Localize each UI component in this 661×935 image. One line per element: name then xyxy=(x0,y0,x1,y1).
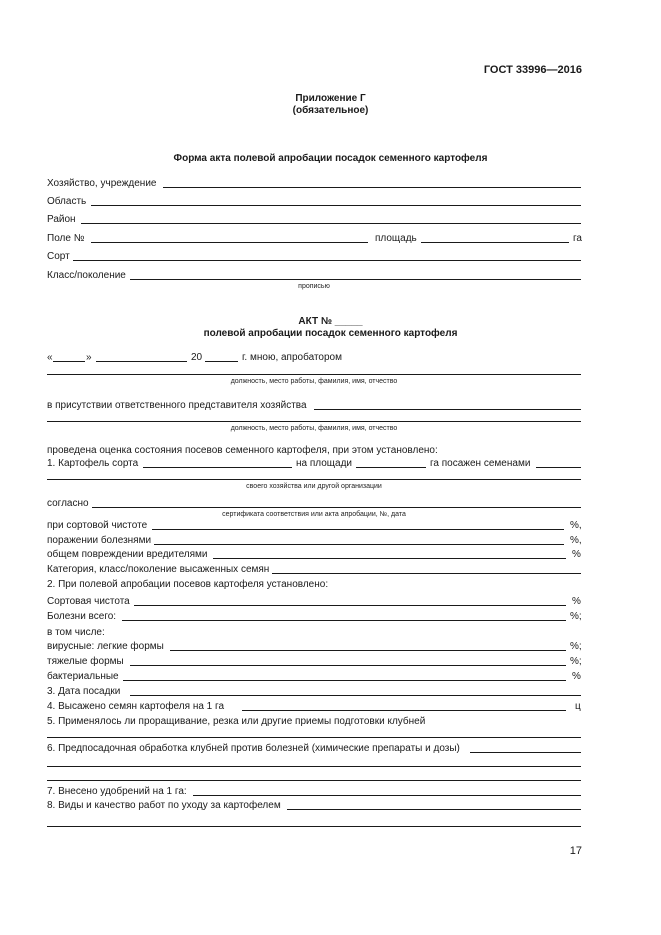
pests-label: общем повреждении вредителями xyxy=(47,549,208,560)
act-subtitle: полевой апробации посадок семенного картофеля xyxy=(203,328,458,339)
field-no-line xyxy=(91,242,368,243)
pests-line xyxy=(213,558,566,559)
representative-line xyxy=(47,421,581,422)
viral-light-unit: %; xyxy=(570,641,582,652)
diseases-total-label: Болезни всего: xyxy=(47,611,117,622)
item8-label: 8. Виды и качество работ по уходу за картофелем xyxy=(47,800,281,811)
variety-purity-unit: % xyxy=(572,596,581,607)
month-line xyxy=(96,361,187,362)
variety-label: Сорт xyxy=(47,251,70,262)
item1-seeds-line xyxy=(536,467,581,468)
inspector-caption: должность, место работы, фамилия, имя, отчество xyxy=(230,378,398,385)
disease-unit: %, xyxy=(570,535,582,546)
item4-label: 4. Высажено семян картофеля на 1 га xyxy=(47,701,225,712)
class-caption: прописью xyxy=(298,283,330,290)
purity-unit: %, xyxy=(570,520,582,531)
inspector-line xyxy=(47,374,581,375)
according-line xyxy=(92,507,581,508)
including-label: в том числе: xyxy=(47,627,105,638)
item1-seeds: га посажен семенами xyxy=(430,458,531,469)
field-no-label: Поле № xyxy=(47,233,85,244)
appendix-title: Приложение Г xyxy=(295,93,366,104)
item5-label: 5. Применялось ли проращивание, резка или другие приемы подготовки клубней xyxy=(47,716,426,727)
by-me-text: г. мною, апробатором xyxy=(242,352,342,363)
origin-line xyxy=(47,479,581,480)
viral-light-label: вирусные: легкие формы xyxy=(47,641,164,652)
according-label: согласно xyxy=(47,498,89,509)
item6-label: 6. Предпосадочная обработка клубней против болезней (химические препараты и дозы) xyxy=(47,743,460,754)
day-line xyxy=(53,361,85,362)
variety-purity-line xyxy=(134,605,566,606)
appendix-note: (обязательное) xyxy=(292,105,369,116)
standard-number: ГОСТ 33996—2016 xyxy=(483,64,582,76)
act-title: АКТ № _____ xyxy=(298,316,363,327)
farm-label: Хозяйство, учреждение xyxy=(47,178,157,189)
bacterial-line xyxy=(123,680,566,681)
pests-unit: % xyxy=(572,549,581,560)
item2-text: 2. При полевой апробации посевов картофеля установлено: xyxy=(47,579,329,590)
diseases-total-unit: %; xyxy=(570,611,582,622)
item6-line-c xyxy=(47,780,581,781)
year-line xyxy=(205,361,238,362)
purity-label: при сортовой чистоте xyxy=(47,520,148,531)
severe-unit: %; xyxy=(570,656,582,667)
item4-line xyxy=(242,710,566,711)
item4-unit: ц xyxy=(575,701,581,712)
item1-area-line xyxy=(356,467,426,468)
item8-line-a xyxy=(287,809,581,810)
assessment-text: проведена оценка состояния посевов семенного картофеля, при этом установлено: xyxy=(47,445,438,456)
item8-line-b xyxy=(47,826,581,827)
class-line xyxy=(130,279,581,280)
bacterial-unit: % xyxy=(572,671,581,682)
area-unit: га xyxy=(573,233,582,244)
district-label: Район xyxy=(47,214,76,225)
district-line xyxy=(81,223,581,224)
item6-line-a xyxy=(470,752,581,753)
disease-line xyxy=(154,544,564,545)
item1-variety-line xyxy=(143,467,292,468)
form-title: Форма акта полевой апробации посадок семенного картофеля xyxy=(173,153,488,164)
variety-line xyxy=(73,260,581,261)
purity-line xyxy=(152,529,564,530)
item7-label: 7. Внесено удобрений на 1 га: xyxy=(47,786,187,797)
representative-caption: должность, место работы, фамилия, имя, отчество xyxy=(230,425,398,432)
year-prefix: 20 xyxy=(191,352,203,363)
severe-line xyxy=(130,665,566,666)
date-close-quote: » xyxy=(86,352,92,363)
item5-line xyxy=(47,737,581,738)
origin-caption: своего хозяйства или другой организации xyxy=(246,483,382,490)
item3-line xyxy=(130,695,581,696)
item1-area: на площади xyxy=(296,458,352,469)
severe-label: тяжелые формы xyxy=(47,656,124,667)
region-line xyxy=(91,205,581,206)
item3-label: 3. Дата посадки xyxy=(47,686,121,697)
area-label: площадь xyxy=(375,233,417,244)
page-number: 17 xyxy=(569,845,582,857)
area-line xyxy=(421,242,569,243)
category-line xyxy=(272,573,581,574)
variety-purity-label: Сортовая чистота xyxy=(47,596,130,607)
farm-line xyxy=(163,187,581,188)
item7-line xyxy=(193,795,581,796)
class-label: Класс/поколение xyxy=(47,270,126,281)
item1-variety: 1. Картофель сорта xyxy=(47,458,139,469)
presence-line xyxy=(314,409,581,410)
category-label: Категория, класс/поколение высаженных семян xyxy=(47,564,270,575)
date-open-quote: « xyxy=(47,352,53,363)
disease-label: поражении болезнями xyxy=(47,535,152,546)
presence-text: в присутствии ответственного представителя хозяйства xyxy=(47,400,307,411)
diseases-total-line xyxy=(122,620,566,621)
region-label: Область xyxy=(47,196,87,207)
item6-line-b xyxy=(47,766,581,767)
viral-light-line xyxy=(170,650,566,651)
certificate-caption: сертификата соответствия или акта апробации, №, дата xyxy=(222,511,406,518)
bacterial-label: бактериальные xyxy=(47,671,119,682)
